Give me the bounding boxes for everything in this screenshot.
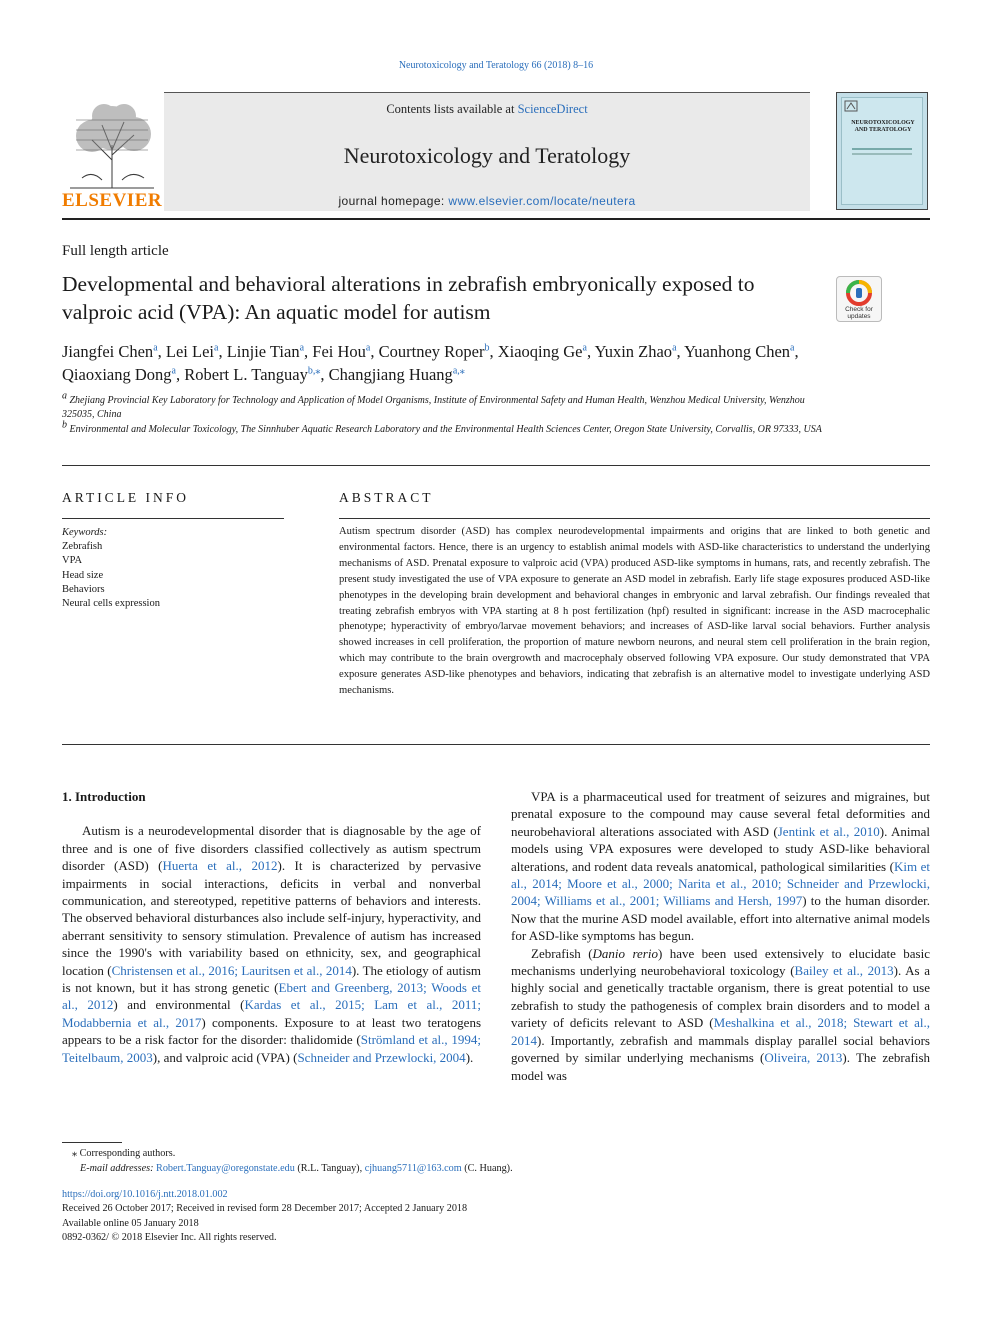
- keywords-label: Keywords:: [62, 527, 108, 538]
- publication-info: [62, 1188, 930, 1245]
- doi-link[interactable]: https://doi.org/10.1016/j.ntt.2018.01.002: [62, 1189, 228, 1200]
- author-affiliation-mark[interactable]: a: [299, 342, 305, 354]
- keyword-item: Neural cells expression: [62, 598, 160, 610]
- author-name[interactable]: Lei Lei: [165, 342, 214, 361]
- affiliation-b: [62, 419, 822, 437]
- author-affiliation-mark[interactable]: b,⁎: [307, 365, 321, 377]
- email-link[interactable]: Robert.Tanguay@oregonstate.edu: [156, 1163, 295, 1174]
- paragraph: Autism is a neurodevelopmental disorder that is diagnosable by the age of three and is one of five disorders classified collectively as autism spectrum disorder (ASD) (Huerta et al., 2012). It is characterized by pervasive impairments in social interactions, deficits in verbal and nonverbal communication, and stereotyped, repetitive patterns of behaviors and interests. The observed behavioral disturbances also include self-injury, hyperactivity, and aberrant sensitivity to sensory stimulation. Prevalence of autism has increased since the 1990's with variability based on ethnicity, sex, and geographical location (Christensen et al., 2016; Lauritsen et al., 2014). The etiology of autism is not known, but it has strong genetic (Ebert and Greenberg, 2013; Woods et al., 2012) and environmental (Kardas et al., 2015; Lam et al., 2011; Modabbernia et al., 2017) components. Exposure to at least two teratogens appears to be a risk factor for the disorder: thalidomide (Strömland et al., 1994; Teitelbaum, 2003), and valproic acid (VPA) (Schneider and Przewlocki, 2004).: [62, 823, 482, 1065]
- check-for-updates-badge[interactable]: [836, 276, 882, 322]
- journal-citation[interactable]: Neurotoxicology and Teratology 66 (2018) 8–16: [398, 60, 594, 71]
- reference-link[interactable]: Ebert and Greenberg, 2013; Woods et al., 2012: [62, 980, 481, 1013]
- author-affiliation-mark[interactable]: a: [672, 342, 677, 354]
- footnotes: [62, 1146, 930, 1176]
- author-name[interactable]: Yuanhong Chen: [684, 342, 791, 361]
- email-link[interactable]: cjhuang5711@163.com: [364, 1163, 462, 1174]
- author-affiliation-mark[interactable]: a,⁎: [452, 365, 465, 377]
- author-name[interactable]: Jiangfei Chen: [62, 342, 154, 361]
- affiliation-text: Zhejiang Provincial Key Laboratory for Technology and Application of Model Organisms, Institute of Environmental Safety and Human Health, Wenzhou Medical University, Wenzhou 325035, China: [62, 395, 805, 420]
- reference-link[interactable]: Strömland et al., 1994; Teitelbaum, 2003: [62, 1032, 481, 1065]
- email-label: E-mail addresses:: [80, 1163, 157, 1174]
- author-list: Jiangfei Chen$^a$, Lei Lei$^a$, Linjie Tian$^a$, Fei Hou$^a$, Courtney Roper$^b$, Xiaoqing Ge$^a$, Yuxin Zhao$^a$, Yuanhong Chen$^a$, Qiaoxiang Dong$^a$, Robert L. Tanguay$^{b,⁎}$, Changjiang Huang$^{a,⁎}$: [62, 342, 799, 384]
- paragraph: VPA is a pharmaceutical used for treatment of seizures and migraines, but prenatal exposure to the compound may cause several fetal deformities and neurobehavioral alterations associated with ASD (Jentink et al., 2010). Animal models using VPA exposures were developed to study ASD-like behavioral alterations, and rodent data reveals anatomical, pathological similarities (Kim et al., 2014; Moore et al., 2000; Narita et al., 2010; Schneider and Przewlocki, 2004; Williams et al., 2001; Williams and Hersh, 1997) to the human disorder. Now that the murine ASD model available, effort into alternative animal models for ASD-like symptoms has begun.: [511, 789, 931, 944]
- author-name[interactable]: Fei Hou: [312, 342, 366, 361]
- author-name[interactable]: Robert L. Tanguay: [184, 365, 308, 384]
- author-affiliation-mark[interactable]: a: [365, 342, 371, 354]
- check-updates-icon: [846, 280, 872, 306]
- author-name[interactable]: Qiaoxiang Dong: [62, 365, 172, 384]
- sciencedirect-link[interactable]: ScienceDirect: [517, 102, 588, 116]
- elsevier-logo[interactable]: [62, 100, 162, 212]
- journal-cover-image: [841, 97, 923, 205]
- email-line: [62, 1161, 930, 1176]
- abstract-heading: ABSTRACT: [339, 490, 434, 505]
- reference-link[interactable]: Christensen et al., 2016; Lauritsen et al., 2014: [111, 962, 352, 978]
- journal-name: Neurotoxicology and Teratology: [343, 143, 631, 168]
- copyright: 0892-0362/ © 2018 Elsevier Inc. All rights reserved.: [62, 1231, 277, 1243]
- section-heading: 1. Introduction: [62, 789, 146, 804]
- header-divider: [62, 218, 930, 220]
- author-name[interactable]: Xiaoqing Ge: [497, 342, 583, 361]
- elsevier-tree-icon: [62, 100, 162, 192]
- homepage-prefix: journal homepage:: [338, 194, 449, 208]
- email-owner: (C. Huang).: [461, 1163, 513, 1174]
- reference-link[interactable]: Jentink et al., 2010: [777, 823, 880, 839]
- article-info-rule: [62, 518, 284, 519]
- author-affiliation-mark[interactable]: a: [582, 342, 587, 354]
- reference-link[interactable]: Bailey et al., 2013: [794, 963, 894, 979]
- keyword-item: Zebrafish: [62, 541, 103, 553]
- email-owner: (R.L. Tanguay),: [294, 1163, 365, 1174]
- footnote-rule: [62, 1142, 122, 1143]
- affiliation-a: [62, 390, 822, 422]
- keyword-item: Head size: [62, 569, 104, 581]
- reference-link[interactable]: Huerta et al., 2012: [162, 858, 278, 874]
- affiliation-label: a: [62, 390, 67, 402]
- cover-title: NEUROTOXICOLOGY AND TERATOLOGY: [851, 120, 915, 133]
- author-name[interactable]: Changjiang Huang: [328, 365, 453, 384]
- body-right-column: [511, 788, 930, 1084]
- elsevier-wordmark: ELSEVIER: [62, 190, 163, 211]
- author-affiliation-mark[interactable]: a: [790, 342, 795, 354]
- reference-link[interactable]: Kardas et al., 2015; Lam et al., 2011; Modabbernia et al., 2017: [62, 997, 481, 1030]
- author-affiliation-mark[interactable]: a: [153, 342, 158, 354]
- keyword-item: Behaviors: [62, 583, 105, 595]
- article-info-heading: ARTICLE INFO: [62, 490, 190, 505]
- article-title: Developmental and behavioral alterations in zebrafish embryonically exposed to valproic acid (VPA): An aquatic model for autism: [62, 272, 755, 324]
- affiliation-text: Environmental and Molecular Toxicology, The Sinnhuber Aquatic Research Laboratory and the Environmental Health Sciences Center, Oregon State University, Corvallis, OR 97333, USA: [69, 424, 822, 435]
- available-date: Available online 05 January 2018: [62, 1217, 199, 1229]
- journal-cover-thumbnail[interactable]: [836, 92, 928, 210]
- author-affiliation-mark[interactable]: b: [484, 342, 490, 354]
- affiliation-label: b: [62, 419, 67, 431]
- article-type: Full length article: [62, 243, 169, 259]
- cover-rule: [852, 153, 912, 155]
- author-name[interactable]: Courtney Roper: [378, 342, 485, 361]
- keywords-block: [62, 526, 160, 611]
- cover-logo-icon: [844, 100, 858, 112]
- homepage-link[interactable]: www.elsevier.com/locate/neutera: [448, 194, 636, 208]
- received-dates: Received 26 October 2017; Received in revised form 28 December 2017; Accepted 2 January 2018: [62, 1203, 468, 1215]
- paragraph: Zebrafish (Danio rerio) have been used extensively to elucidate basic mechanisms underlying neurobehavioral toxicology (Bailey et al., 2013). As a highly social and genetically tractable organism, there is great potential to use zebrafish to study the pathogenesis of complex brain disorders and to model a variety of deficits relevant to ASD (Meshalkina et al., 2018; Stewart et al., 2014). Importantly, zebrafish and mammals display parallel social behaviors governed by similar underlying mechanisms (Oliveira, 2013). The zebrafish model was: [511, 945, 931, 1083]
- reference-link[interactable]: Kim et al., 2014; Moore et al., 2000; Narita et al., 2010; Schneider and Przewlocki, 2004; Williams et al., 2001; Williams and Hersh, 1997: [511, 858, 930, 909]
- body-left-column: [62, 788, 481, 1066]
- journal-homepage: [164, 194, 810, 208]
- cover-rule: [852, 148, 912, 150]
- author-name[interactable]: Linjie Tian: [226, 342, 300, 361]
- contents-prefix: Contents lists available at: [386, 102, 518, 116]
- author-affiliation-mark[interactable]: a: [171, 365, 176, 377]
- check-updates-label: Check for updates: [845, 306, 873, 320]
- contents-line: [164, 102, 810, 117]
- abstract-rule: [339, 518, 930, 519]
- corresponding-note: ⁎ Corresponding authors.: [72, 1148, 176, 1159]
- section-divider: [62, 465, 930, 466]
- section-divider: [62, 744, 930, 745]
- author-name[interactable]: Yuxin Zhao: [594, 342, 673, 361]
- abstract-text: Autism spectrum disorder (ASD) has complex neurodevelopmental impairments and origins that are linked to both genetic and environmental factors. Hence, there is an urgency to establish animal models with ASD-like characteristics to understand the underlying mechanisms of ASD. Prenatal exposure to valproic acid (VPA) produced ASD-like symptoms in humans, rats, and recently zebrafish. The present study investigated the use of VPA exposure to generate an ASD model in zebrafish. Early life stage exposures produced ASD-like phenotypes in the developing brain development and behavioral changes in embryonic and larval zebrafish. Our findings revealed that treating zebrafish embryos with VPA starting at 8 h post fertilization (hpf) resulted in significant: increase in the ASD macrocephalic phenotype; hyperactivity of embryo/larvae movement behaviors; and increases of ASD-like larval social behaviors. Further analysis showed increases in cell proliferation, the proportion of mature newborn neurons, and neural stem cell proliferation in the brain region, which may contribute to the brain overgrowth and macrocephaly observed following VPA exposure. Our study demonstrated that VPA exposure generates ASD-like phenotypes and behaviors, indicating that zebrafish is an alternative model to investigate underlying ASD mechanisms.: [339, 526, 930, 697]
- author-affiliation-mark[interactable]: a: [214, 342, 219, 354]
- reference-link[interactable]: Meshalkina et al., 2018; Stewart et al., 2014: [511, 1015, 930, 1048]
- species-name: Danio rerio: [592, 945, 658, 961]
- reference-link[interactable]: Oliveira, 2013: [764, 1050, 843, 1066]
- keyword-item: VPA: [62, 555, 83, 567]
- reference-link[interactable]: Schneider and Przewlocki, 2004: [297, 1049, 466, 1065]
